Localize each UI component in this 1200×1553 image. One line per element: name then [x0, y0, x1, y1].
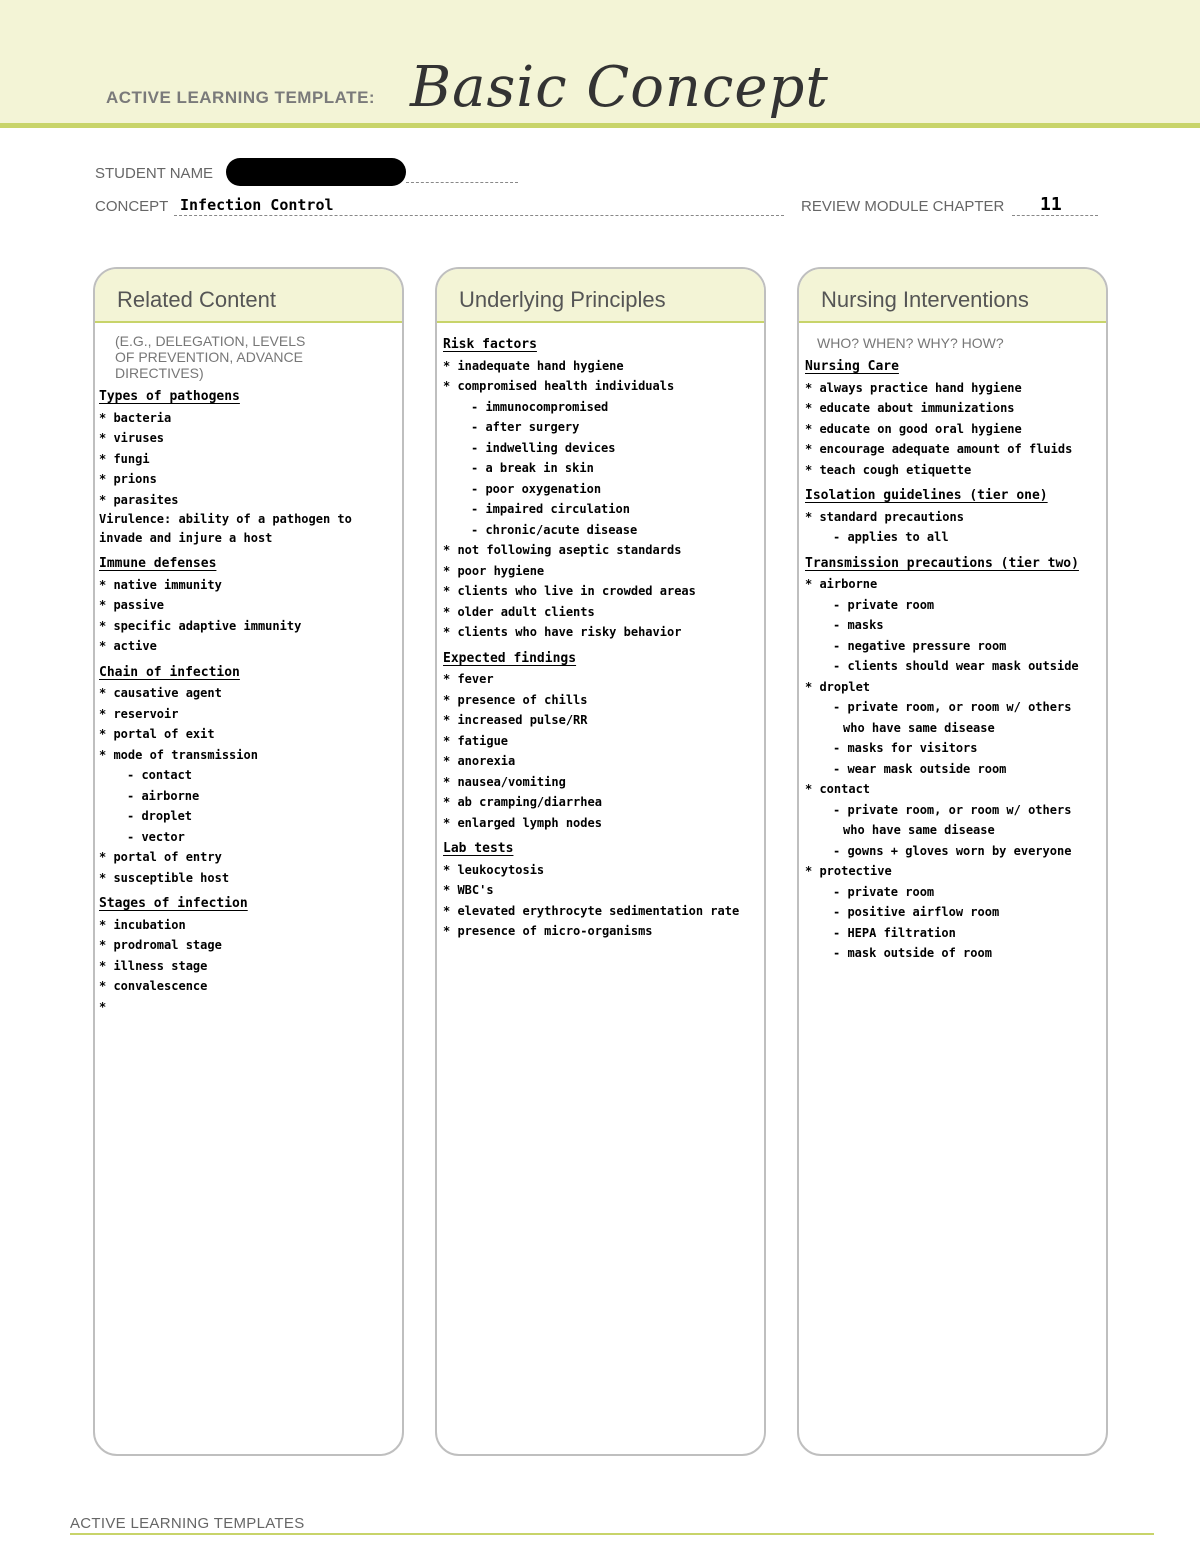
- list-item: - immunocompromised: [471, 399, 609, 414]
- list-item: - negative pressure room: [833, 638, 1007, 653]
- list-item: * droplet: [805, 679, 871, 694]
- underlying-principles-title: Underlying Principles: [459, 287, 666, 312]
- section-heading: Risk factors: [443, 337, 537, 352]
- list-item: * portal of exit: [99, 727, 215, 741]
- underlying-principles-list: [443, 335, 764, 942]
- underlying-principles-header: [437, 269, 764, 323]
- list-item: - private room, or room w/ others: [833, 802, 1072, 817]
- list-item: * anorexia: [443, 754, 516, 768]
- list-item: - masks for visitors: [833, 741, 978, 755]
- list-item: - vector: [127, 829, 185, 844]
- student-name-label: STUDENT NAME: [95, 165, 214, 182]
- list-item: - chronic/acute disease: [471, 522, 638, 537]
- list-item: * specific adaptive immunity: [99, 618, 302, 633]
- list-item: - gowns + gloves worn by everyone: [833, 843, 1072, 858]
- section-heading: Nursing Care: [805, 359, 899, 374]
- section-heading: Transmission precautions (tier two): [805, 555, 1079, 571]
- list-item: * encourage adequate amount of fluids: [805, 442, 1073, 456]
- list-item: * reservoir: [99, 706, 179, 721]
- list-item: * poor hygiene: [443, 563, 545, 578]
- list-item: - wear mask outside room: [833, 761, 1007, 776]
- list-item: * clients who live in crowded areas: [443, 584, 696, 598]
- list-item: - private room: [833, 884, 935, 899]
- list-item: * contact: [805, 782, 871, 796]
- section-heading: Lab tests: [443, 841, 514, 856]
- list-item: * airborne: [805, 577, 878, 591]
- footer-label: ACTIVE LEARNING TEMPLATES: [70, 1515, 305, 1532]
- list-item: - applies to all: [833, 530, 949, 544]
- list-item: * bacteria: [99, 410, 172, 425]
- underlying-principles-body: [437, 323, 764, 942]
- list-item: * ab cramping/diarrhea: [443, 795, 602, 809]
- concept-value: Infection Control: [180, 196, 334, 214]
- list-item: * clients who have risky behavior: [443, 625, 682, 639]
- list-item: Virulence: ability of a pathogen to invade and injure a host: [99, 512, 352, 545]
- section-heading: Expected findings: [443, 650, 577, 666]
- list-item: * prodromal stage: [99, 938, 222, 952]
- list-item: * fever: [443, 672, 494, 686]
- list-item: * passive: [99, 598, 165, 612]
- list-item: * native immunity: [99, 577, 222, 592]
- list-item: * compromised health individuals: [443, 379, 675, 393]
- related-content-body: [95, 323, 402, 1017]
- list-item: who have same disease: [843, 823, 995, 837]
- list-item: * causative agent: [99, 686, 222, 700]
- list-item: * leukocytosis: [443, 862, 545, 877]
- review-module-line[interactable]: [1012, 215, 1098, 216]
- list-item: * nausea/vomiting: [443, 774, 566, 789]
- template-title: Basic Concept: [410, 55, 829, 120]
- related-content-list: [99, 387, 389, 1017]
- list-item: - private room: [833, 597, 935, 612]
- list-item: *: [99, 999, 107, 1014]
- header-rule: [0, 123, 1200, 128]
- nursing-interventions-list: [805, 357, 1106, 964]
- list-item: * older adult clients: [443, 604, 595, 619]
- list-item: * viruses: [99, 431, 165, 445]
- list-item: * prions: [99, 472, 157, 486]
- list-item: * mode of transmission: [99, 747, 258, 762]
- list-item: - masks: [833, 618, 884, 632]
- list-item: * convalescence: [99, 979, 208, 993]
- section-heading: Types of pathogens: [99, 389, 240, 404]
- template-label: ACTIVE LEARNING TEMPLATE:: [106, 88, 376, 107]
- list-item: * educate about immunizations: [805, 401, 1015, 415]
- list-item: * standard precautions: [805, 509, 964, 524]
- redacted-student-name: [226, 158, 406, 186]
- concept-label: CONCEPT: [95, 198, 169, 215]
- list-item: * presence of chills: [443, 692, 588, 707]
- related-content-header: [95, 269, 402, 323]
- section-heading: Isolation guidelines (tier one): [805, 488, 1048, 503]
- list-item: * illness stage: [99, 958, 208, 973]
- concept-line[interactable]: [174, 215, 784, 216]
- list-item: - private room, or room w/ others: [833, 700, 1072, 714]
- list-item: * parasites: [99, 492, 179, 507]
- list-item: * not following aseptic standards: [443, 543, 682, 557]
- list-item: - indwelling devices: [471, 440, 616, 455]
- list-item: * susceptible host: [99, 870, 230, 885]
- related-content-title: Related Content: [117, 287, 276, 312]
- list-item: * portal of entry: [99, 850, 222, 864]
- footer-rule: [70, 1533, 1154, 1535]
- list-item: - after surgery: [471, 420, 580, 434]
- list-item: * teach cough etiquette: [805, 462, 972, 477]
- list-item: * fatigue: [443, 733, 509, 748]
- nursing-interventions-title: Nursing Interventions: [821, 287, 1029, 312]
- list-item: * active: [99, 639, 157, 653]
- list-item: - airborne: [127, 788, 200, 803]
- student-name-line[interactable]: [406, 182, 518, 183]
- list-item: - mask outside of room: [833, 946, 992, 960]
- list-item: - a break in skin: [471, 461, 594, 475]
- nursing-interventions-panel: [797, 267, 1108, 1456]
- list-item: * incubation: [99, 917, 186, 932]
- nursing-interventions-note: WHO? WHEN? WHY? HOW?: [817, 335, 1004, 351]
- list-item: * educate on good oral hygiene: [805, 421, 1022, 436]
- list-item: * presence of micro-organisms: [443, 924, 653, 938]
- list-item: - clients should wear mask outside: [833, 659, 1079, 673]
- list-item: who have same disease: [843, 720, 995, 735]
- section-heading: Stages of infection: [99, 896, 248, 911]
- section-heading: Immune defenses: [99, 556, 217, 571]
- list-item: - poor oxygenation: [471, 481, 602, 496]
- list-item: - contact: [127, 768, 193, 782]
- nursing-interventions-body: [799, 323, 1106, 964]
- list-item: - HEPA filtration: [833, 925, 956, 940]
- underlying-principles-panel: [435, 267, 766, 1456]
- related-content-panel: [93, 267, 404, 1456]
- list-item: * increased pulse/RR: [443, 713, 588, 727]
- related-content-note: (E.G., DELEGATION, LEVELS OF PREVENTION, ADVANCE DIRECTIVES): [115, 333, 306, 381]
- list-item: * elevated erythrocyte sedimentation rate: [443, 903, 740, 918]
- list-item: * inadequate hand hygiene: [443, 358, 624, 373]
- list-item: * fungi: [99, 451, 150, 466]
- review-module-value: 11: [1040, 194, 1062, 215]
- list-item: * WBC's: [443, 883, 494, 897]
- list-item: * protective: [805, 864, 892, 878]
- list-item: - impaired circulation: [471, 502, 630, 516]
- review-module-label: REVIEW MODULE CHAPTER: [801, 198, 1005, 215]
- list-item: * always practice hand hygiene: [805, 380, 1022, 395]
- list-item: - droplet: [127, 809, 193, 823]
- section-heading: Chain of infection: [99, 664, 240, 680]
- list-item: * enlarged lymph nodes: [443, 815, 602, 830]
- nursing-interventions-header: [799, 269, 1106, 323]
- list-item: - positive airflow room: [833, 905, 1000, 919]
